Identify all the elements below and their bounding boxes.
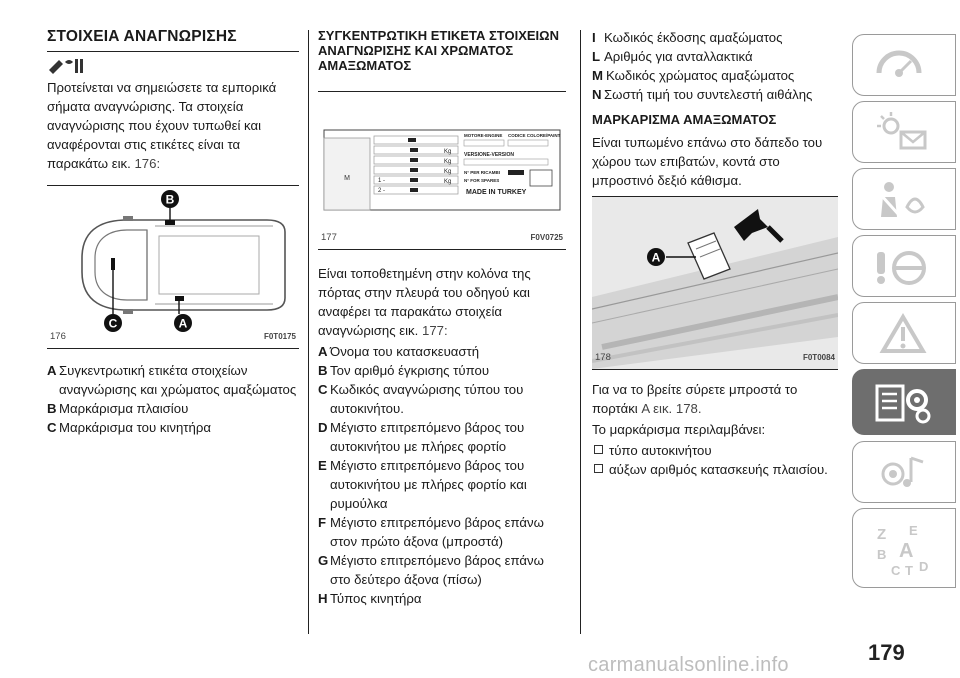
svg-text:A: A [899,540,914,562]
list-item: N Σωστή τιμή του συντελεστή αιθάλης [592,87,813,102]
svg-text:CODICE COLORE/PAINT: CODICE COLORE/PAINT [508,133,561,138]
tab-driving[interactable] [852,235,956,297]
van-top-view-illustration [47,186,299,348]
svg-text:1 -: 1 - [378,178,386,184]
steering-wheel-icon [873,244,933,290]
identification-label-illustration [318,110,566,230]
callout-c: C [108,316,118,331]
figure-code: F0T0084 [802,353,835,362]
figure-176 [47,185,299,349]
column-divider [580,30,581,634]
svg-text:MOTORE-ENGINE: MOTORE-ENGINE [464,133,503,138]
figure-number: 176 [50,331,66,342]
tech-data-icon [873,378,937,428]
list-item: E Μέγιστο επιτρεπόμενο βάρος του αυτοκινήτου με πλήρες φορτίο και ρυμούλκα [318,458,527,511]
checkbox-icon [594,464,603,473]
title-rule [318,91,566,92]
page-number: 179 [868,640,905,665]
figure-number: 177 [321,232,337,243]
column-divider [308,30,309,634]
legend-list [318,342,566,608]
list-item: L Αριθμός για ανταλλακτικά [592,49,753,64]
list-item: A Συγκεντρωτική ετικέτα στοιχείων αναγνώρισης και χρώματος αμαξώματος [47,363,297,397]
legend-list [47,361,299,437]
list-item: H Τύπος κινητήρα [318,591,422,606]
figure-code: F0T0175 [263,332,296,341]
svg-text:M: M [344,175,350,182]
svg-text:MADE IN TURKEY: MADE IN TURKEY [466,189,527,196]
list-item: B Μαρκάρισμα πλαισίου [47,401,189,416]
column-3 [592,28,838,479]
tab-safety[interactable] [852,168,956,230]
list-item: B Τον αριθμό έγκρισης τύπου [318,363,490,378]
body-paragraph: Για να το βρείτε σύρετε μπροστά το πορτάκι A εικ. 178. [592,382,798,416]
figure-caption [50,327,296,346]
svg-text:N° FOR SPARES: N° FOR SPARES [464,178,500,183]
list-item: I Κωδικός έκδοσης αμαξώματος [592,30,783,45]
marker-c [111,258,115,270]
section-title: ΣΤΟΙΧΕΙΑ ΑΝΑΓΝΩΡΙΣΗΣ [47,28,237,45]
svg-text:N° PER RICAMBI: N° PER RICAMBI [464,170,501,175]
list-item: D Μέγιστο επιτρεπόμενο βάρος του αυτοκινήτου με πλήρες φορτίο [318,420,525,454]
subsection-title: ΜΑΡΚΑΡΙΣΜΑ ΑΜΑΞΩΜΑΤΟΣ [592,112,777,127]
list-item: A Όνομα του κατασκευαστή [318,344,480,359]
tab-technical-data[interactable] [852,369,956,435]
body-paragraph: Είναι τυπωμένο επάνω στο δάπεδο του χώρου των επιβατών, κοντά στο μπροστινό δεξιό κάθισμα. [592,135,823,188]
multimedia-icon [873,450,933,496]
body-paragraph: Το μαρκάρισμα περιλαμβάνει: [592,422,766,437]
svg-text:Kg: Kg [444,169,452,175]
alphabet-index-icon [873,517,937,581]
checkbox-icon [594,445,603,454]
svg-text:D: D [919,559,929,574]
figure-code: F0V0725 [530,233,563,242]
callout-a: A [178,316,188,331]
column-2 [318,28,566,608]
watermark: carmanualsonline.info [588,654,789,676]
figure-number: 178 [595,352,611,363]
callout-b: B [165,192,175,207]
list-item: G Μέγιστο επιτρεπόμενο βάρος επάνω στο δεύτερο άξονα (πίσω) [318,553,544,587]
tab-dashboard[interactable] [852,34,956,96]
title-rule [47,51,299,52]
svg-text:VERSIONE-VERSION: VERSIONE-VERSION [464,152,515,158]
tab-lights[interactable] [852,101,956,163]
tab-alphabetic-index[interactable] [852,508,956,588]
svg-text:T: T [905,563,913,578]
warning-lights-icon [873,110,933,156]
svg-text:E: E [909,523,918,538]
list-item: C Μαρκάρισμα του κινητήρα [47,420,211,435]
dashboard-icon [873,43,933,89]
svg-text:C: C [891,563,901,578]
seatbelt-icon [873,177,933,223]
list-item: F Μέγιστο επιτρεπόμενο βάρος επάνω στον πρώτο άξονα (μπροστά) [318,515,544,549]
tab-multimedia[interactable] [852,441,956,503]
figure-178 [592,196,838,370]
intro-paragraph: Είναι τοποθετημένη στην κολόνα της πόρτας στην πλευρά του οδηγού και αναφέρει τα παρακάτω στοιχεία αναγνώρισης εικ. 177: [318,266,531,338]
warning-triangle-icon [873,311,933,357]
figure-caption [321,228,563,247]
svg-text:2 -: 2 - [378,188,386,194]
column-1 [47,28,299,437]
section-title: ΣΥΓΚΕΝΤΡΩΤΙΚΗ ΕΤΙΚΕΤΑ ΣΤΟΙΧΕΙΩΝ ΑΝΑΓΝΩΡΙΣΗΣ ΚΑΙ ΧΡΩΜΑΤΟΣ ΑΜΑΞΩΜΑΤΟΣ [318,28,559,73]
intro-paragraph: Προτείνεται να σημειώσετε τα εμπορικά σήματα αναγνώρισης. Τα στοιχεία αναγνώρισης που έχουν τυπωθεί και αναφέρονται στις ετικέτες είναι τα παρακάτω εικ. 176: [47,80,277,171]
bullet-item: τύπο αυτοκινήτου [592,441,838,460]
callout-a: A [651,250,661,265]
svg-text:Z: Z [877,526,887,543]
marker-b [165,220,175,225]
bullet-item: αύξων αριθμός κατασκευής πλαισίου. [592,460,838,479]
figure-caption [595,348,835,367]
tab-emergency[interactable] [852,302,956,364]
floor-marking-illustration [592,197,838,369]
svg-text:Kg: Kg [444,149,452,155]
svg-text:B: B [877,547,887,562]
list-item: M Κωδικός χρώματος αμαξώματος [592,68,795,83]
list-item: C Κωδικός αναγνώρισης τύπου του αυτοκινήτου. [318,382,524,416]
svg-text:Kg: Kg [444,179,452,185]
marker-a [175,296,184,301]
figure-177 [318,110,566,250]
note-icon [47,56,299,78]
legend-list [592,28,838,104]
svg-text:Kg: Kg [444,159,452,165]
